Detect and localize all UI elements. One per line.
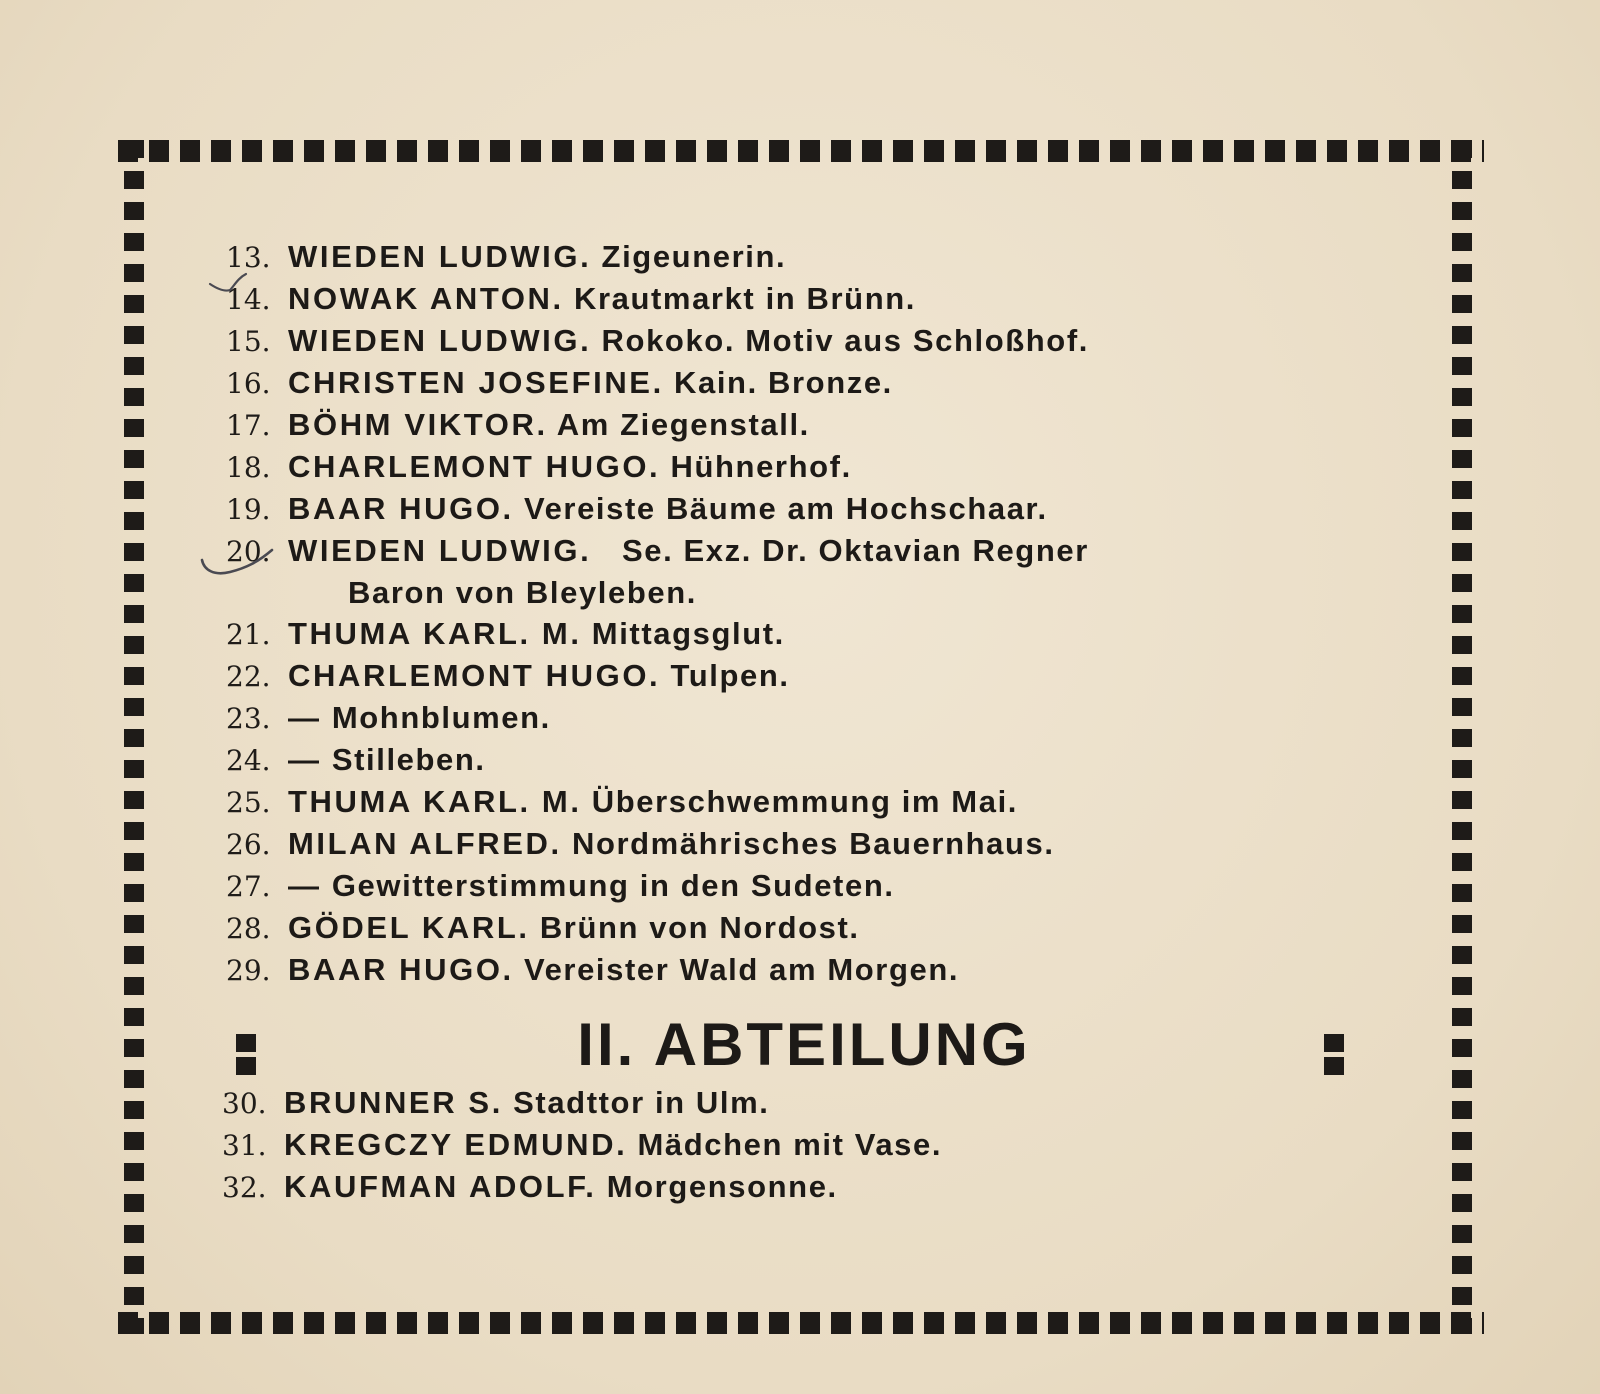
entry-artist: GÖDEL KARL. [288, 910, 530, 945]
entry-artist: CHRISTEN JOSEFINE. [288, 365, 664, 400]
entry-artist: CHARLEMONT HUGO. [288, 449, 661, 484]
entry-title: Vereiste Bäume am Hochschaar. [524, 491, 1048, 526]
catalog-entry [226, 865, 1426, 907]
entry-title: Rokoko. Motiv aus Schloßhof. [601, 323, 1089, 358]
entry-number: 27. [226, 870, 271, 903]
entry-number: 32. [222, 1171, 267, 1204]
entry-number: 24. [226, 744, 271, 777]
entry-number: 28. [226, 912, 271, 945]
entry-number: 20. [226, 535, 271, 568]
entry-number: 18. [226, 451, 271, 484]
entry-number: 25. [226, 786, 271, 819]
entry-title: Gewitterstimmung in den Sudeten. [331, 868, 895, 903]
entry-artist: BRUNNER S. [284, 1085, 503, 1120]
catalog-list-part-2 [222, 1082, 1422, 1208]
entry-title: Morgensonne. [606, 1169, 838, 1204]
section-heading [236, 1010, 1372, 1080]
entry-artist: BAAR HUGO. [288, 952, 514, 987]
catalog-entry [226, 823, 1426, 865]
catalog-entry-continuation [226, 572, 1426, 613]
entry-title: Am Ziegenstall. [556, 407, 810, 442]
entry-number: 17. [226, 409, 271, 442]
border-bottom [118, 1312, 1484, 1334]
border-left [124, 140, 144, 1334]
entry-title-continuation: Baron von Bleyleben. [348, 575, 697, 610]
entry-artist: — [288, 868, 322, 903]
entry-number: 26. [226, 828, 271, 861]
border-top [118, 140, 1484, 162]
entry-title: Mohnblumen. [331, 700, 551, 735]
entry-number: 21. [226, 618, 271, 651]
section-ornament-right [1324, 1034, 1372, 1054]
entry-artist: — [288, 742, 322, 777]
entry-artist: — [288, 700, 322, 735]
entry-artist: THUMA KARL. M. [288, 616, 582, 651]
catalog-entry [226, 488, 1426, 530]
entry-artist: WIEDEN LUDWIG. [288, 533, 592, 568]
pencil-checkmark-icon [196, 540, 286, 586]
entry-title: Überschwemmung im Mai. [591, 784, 1018, 819]
catalog-entry [226, 613, 1426, 655]
catalog-entry [226, 236, 1426, 278]
entry-artist: MILAN ALFRED. [288, 826, 562, 861]
entry-title: Mädchen mit Vase. [637, 1127, 943, 1162]
entry-title: Zigeunerin. [601, 239, 787, 274]
entry-title: Vereister Wald am Morgen. [524, 952, 960, 987]
catalog-entry [226, 530, 1426, 572]
catalog-entry [226, 278, 1426, 320]
catalog-entry [222, 1166, 1422, 1208]
catalog-entry [226, 739, 1426, 781]
entry-number: 13. [226, 241, 271, 274]
catalog-entry [226, 446, 1426, 488]
entry-title: Tulpen. [670, 658, 790, 693]
entry-number: 30. [222, 1087, 267, 1120]
catalog-entry [226, 320, 1426, 362]
entry-artist: BÖHM VIKTOR. [288, 407, 548, 442]
catalog-entry [226, 781, 1426, 823]
entry-number: 31. [222, 1129, 267, 1162]
border-right [1452, 140, 1472, 1334]
entry-title: Stadttor in Ulm. [513, 1085, 770, 1120]
entry-title: Stilleben. [331, 742, 486, 777]
entry-title: Hühnerhof. [670, 449, 852, 484]
entry-number: 14. [226, 283, 271, 316]
catalog-list-part-1 [226, 236, 1426, 991]
entry-artist: CHARLEMONT HUGO. [288, 658, 661, 693]
entry-artist: WIEDEN LUDWIG. [288, 239, 592, 274]
catalog-entry [226, 697, 1426, 739]
catalog-entry [226, 655, 1426, 697]
entry-number: 29. [226, 954, 271, 987]
entry-title: Brünn von Nordost. [539, 910, 860, 945]
catalog-entry [226, 362, 1426, 404]
entry-artist: THUMA KARL. M. [288, 784, 582, 819]
catalog-entry [222, 1124, 1422, 1166]
entry-number: 22. [226, 660, 271, 693]
entry-artist: KREGCZY EDMUND. [284, 1127, 628, 1162]
entry-number: 23. [226, 702, 271, 735]
entry-title: Kain. Bronze. [674, 365, 893, 400]
entry-artist: BAAR HUGO. [288, 491, 514, 526]
catalog-entry [222, 1082, 1422, 1124]
entry-title: Se. Exz. Dr. Oktavian Regner [621, 533, 1089, 568]
entry-artist: KAUFMAN ADOLF. [284, 1169, 597, 1204]
entry-title: Nordmährisches Bauernhaus. [571, 826, 1055, 861]
pencil-checkmark-icon [206, 270, 276, 306]
entry-artist: WIEDEN LUDWIG. [288, 323, 592, 358]
entry-title: Krautmarkt in Brünn. [573, 281, 916, 316]
entry-number: 16. [226, 367, 271, 400]
entry-title: Mittagsglut. [591, 616, 785, 651]
catalog-entry [226, 404, 1426, 446]
entry-number: 15. [226, 325, 271, 358]
entry-number: 19. [226, 493, 271, 526]
catalog-entry [226, 949, 1426, 991]
entry-artist: NOWAK ANTON. [288, 281, 564, 316]
section-title: II. ABTEILUNG [577, 1011, 1031, 1078]
catalog-entry [226, 907, 1426, 949]
